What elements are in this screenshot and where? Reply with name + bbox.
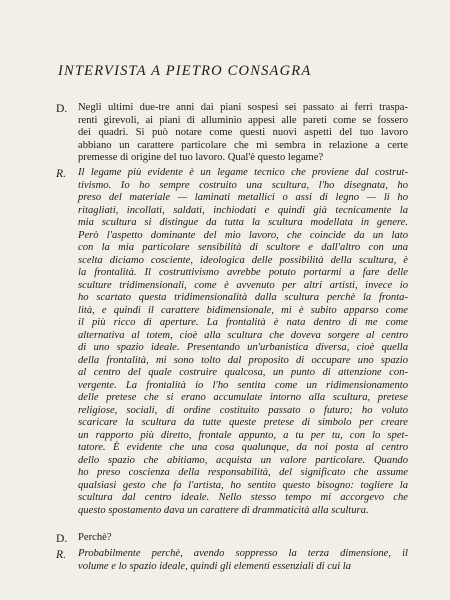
qa-block-4 [56, 548, 408, 573]
text-line: di uno spazio ideale. Presentando un'urbanistica diversa, cioè quella [78, 342, 408, 353]
question-text [78, 532, 408, 545]
text-line: qualsiasi gesto che fa l'artista, ho sentito questo bisogno: togliere la [78, 479, 408, 491]
speaker-mark: R. [56, 548, 66, 561]
text-line: la frontalità. Il costruttivismo avrebbe potuto portarmi a fare delle [78, 267, 408, 278]
text-line: religiose, sociali, di ordine costituito passato o futuro; ho voluto [78, 404, 408, 416]
qa-block-1 [56, 102, 408, 165]
question-text [78, 102, 408, 165]
text-line: Però l'aspetto dominante del mio lavoro, che coincide da un lato [78, 229, 408, 241]
text-line: ho preso coscienza della responsabilità, del significato che assume [78, 467, 408, 478]
text-line: renti girevoli, ai piani di alluminio appesi alle pareti come se fossero [78, 114, 408, 126]
text-line: delle pretese che si erano accumulate intorno alla scultura, pretese [78, 392, 408, 403]
text-line: un rapporto più diretto, frontale appunto, a tu per tu, con lo spet- [78, 429, 408, 441]
text-line: ritagliati, incollati, saldati, inchiodati e quindi già tecnicamente la [78, 204, 408, 216]
text-line: volume e lo spazio ideale, quindi gli elementi essenziali di cui la [78, 560, 352, 572]
speaker-mark: R. [56, 167, 66, 180]
text-line: con la mia particolare sensibilità di scultore e dall'altro con una [78, 242, 408, 253]
text-line: Probabilmente perchè, avendo soppresso la terza dimensione, il [78, 548, 408, 559]
text-line: tivismo. Io ho sempre costruito una scultura, l'ho disegnata, ho [78, 179, 408, 191]
text-line: al centro del quale costruire qualcosa, un punto di attenzione con- [78, 367, 408, 378]
speaker-mark: D. [56, 532, 68, 545]
text-line: questo spostamento dava un carattere di drammaticità alla scultura. [78, 504, 369, 516]
text-line: vergente. La frontalità io l'ho sentita come un ridimensionamento [78, 379, 408, 391]
text-line: scaricare la scultura da tutte queste pretese di simbolo per creare [78, 417, 408, 428]
text-line: Negli ultimi due-tre anni dai piani sospesi sei passato ai ferri traspa- [78, 102, 408, 113]
answer-text [78, 548, 408, 573]
qa-block-2 [56, 167, 408, 517]
speaker-mark: D. [56, 102, 68, 115]
text-line: mia scultura si distingue da tutta la scultura modellata in genere. [78, 217, 408, 228]
answer-text [78, 167, 408, 517]
text-line: dei quadri. Si può notare come questi nuovi aspetti del tuo lavoro [78, 127, 408, 138]
page-title: INTERVISTA A PIETRO CONSAGRA [58, 63, 312, 79]
text-line: abbiano un carattere particolare che mi sembra in relazione a certe [78, 139, 408, 151]
text-line: tatore. È evidente che una cosa qualunque, da noi posta al centro [78, 442, 408, 453]
text-line: Il legame più evidente è un legame tecnico che proviene dal costrut- [78, 167, 408, 178]
text-line: dello spazio che abitiamo, acquista un valore particolare. Quando [78, 454, 408, 466]
text-line: alternativa al totem, cioè alla scultura che doveva sorgere al centro [78, 329, 408, 341]
text-line: ho scartato questa tridimensionalità dalla scultura perchè la fronta- [78, 292, 408, 303]
qa-block-3 [56, 532, 408, 545]
text-line: Perchè? [78, 532, 112, 543]
text-line: premesse di origine del tuo lavoro. Qual'è questo legame? [78, 152, 324, 163]
text-line: lità, e quindi il carattere bidimensionale, mi è subito apparso come [78, 304, 408, 316]
text-line: sculture tridimensionali, come è avvenuto per altri artisti, invece io [78, 279, 408, 291]
text-line: scultura dal centro ideale. Nello stesso tempo mi accorgevo che [78, 492, 408, 503]
text-line: preso del materiale — laminati metallici o assi di legno — li ho [78, 192, 408, 203]
text-line: scelta diciamo cosciente, ideologica delle possibilità della scultura, è [78, 254, 408, 266]
text-line: della frontalità, mi sono tolto dal proposito di occupare uno spazio [78, 354, 408, 366]
text-line: il più ricco di aperture. La frontalità è nata dentro di me come [78, 317, 408, 328]
